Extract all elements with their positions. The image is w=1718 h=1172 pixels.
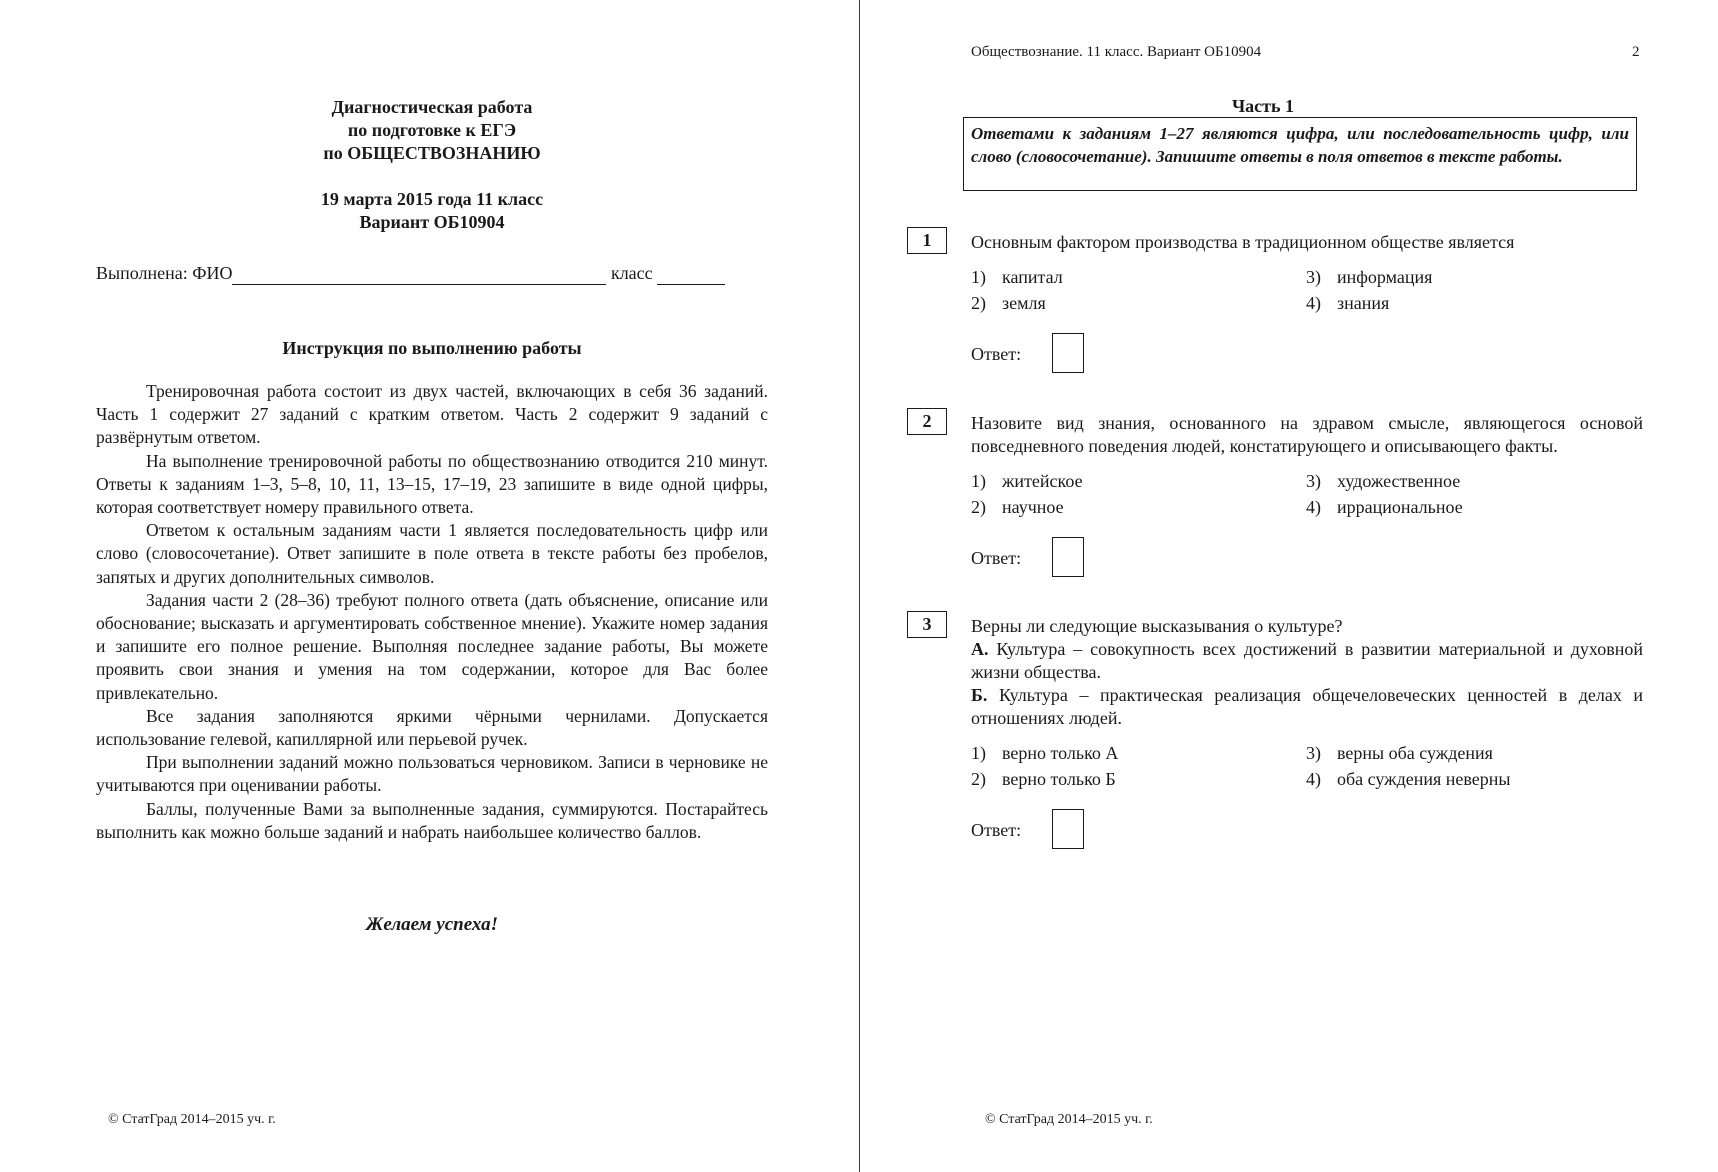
option-number: 4) — [1306, 293, 1321, 313]
copyright-left: © СтатГрад 2014–2015 уч. г. — [108, 1112, 276, 1127]
option-number: 1) — [971, 471, 986, 491]
answer-label: Ответ: — [971, 548, 1022, 568]
option-text: знания — [1337, 293, 1390, 313]
instruction-paragraph: На выполнение тренировочной работы по обществознанию отводится 210 минут. Ответы к заданиям 1–3, 5–8, 10, 11, 13–15, 17–19, 23 запишите в виде одной цифры, которая соответствует номеру правильного ответа. — [96, 450, 768, 518]
page-divider — [859, 0, 860, 1172]
option-1 — [971, 742, 1118, 765]
option-2 — [971, 496, 1064, 519]
option-number: 4) — [1306, 497, 1321, 517]
running-header: Обществознание. 11 класс. Вариант ОБ10904 — [971, 44, 1262, 60]
fio-blank[interactable] — [232, 267, 606, 285]
task-question-block — [971, 615, 1643, 730]
option-2 — [971, 768, 1116, 791]
instruction-paragraph: Задания части 2 (28–36) требуют полного ответа (дать объяснение, описание или обоснование; высказать и аргументировать собственное мнение). Укажите номер задания и запишите его полное решение. Выполняя последнее задание работы, Вы можете проявить свои знания и умения на том содержании, которое для Вас более привлекательно. — [96, 589, 768, 703]
title-line: по подготовке к ЕГЭ — [347, 120, 517, 140]
option-number: 4) — [1306, 769, 1321, 789]
title-line: Диагностическая работа — [331, 97, 533, 117]
task-question: Основным фактором производства в традиционном обществе является — [971, 232, 1515, 252]
statement-b-text: Культура – практическая реализация общечеловеческих ценностей в делах и отношениях людей. — [971, 685, 1643, 728]
option-text: верны оба суждения — [1337, 743, 1493, 763]
option-text: оба суждения неверны — [1337, 769, 1511, 789]
answer-box[interactable] — [1052, 809, 1084, 849]
statement-a — [971, 638, 1643, 684]
statement-b — [971, 684, 1643, 730]
option-1 — [971, 470, 1083, 493]
option-number: 3) — [1306, 743, 1321, 763]
answer-label: Ответ: — [971, 820, 1022, 840]
task-question: Верны ли следующие высказывания о культуре? — [971, 616, 1343, 636]
document-title — [96, 96, 768, 165]
statement-a-text: Культура – совокупность всех достижений в развитии материальной и духовной жизни общества. — [971, 639, 1643, 682]
option-number: 2) — [971, 769, 986, 789]
part-instruction-box: Ответами к заданиям 1–27 являются цифра, или последовательность цифр, или слово (словосочетание). Запишите ответы в поля ответов в тексте работы. — [963, 117, 1637, 191]
option-text: верно только А — [1002, 743, 1119, 763]
option-text: художественное — [1337, 471, 1461, 491]
option-3 — [1306, 742, 1493, 765]
task-number-box: 1 — [907, 227, 947, 254]
class-blank[interactable] — [657, 267, 725, 285]
answer-label: Ответ: — [971, 344, 1022, 364]
instruction-paragraph: Ответом к остальным заданиям части 1 является последовательность цифр или слово (словосочетание). Ответ запишите в поле ответа в тексте работы без пробелов, запятых и других дополнительных символов. — [96, 520, 768, 587]
option-text: информация — [1337, 267, 1433, 287]
statement-a-label: А. — [971, 639, 989, 659]
option-number: 1) — [971, 743, 986, 763]
option-4 — [1306, 292, 1389, 315]
instruction-paragraph: При выполнении заданий можно пользоваться черновиком. Записи в черновике не учитываются при оценивании работы. — [96, 752, 768, 796]
option-number: 2) — [971, 497, 986, 517]
task-number-box: 3 — [907, 611, 947, 638]
option-text: научное — [1002, 497, 1064, 517]
task-question: Назовите вид знания, основанного на здравом смысле, являющегося основой повседневного поведения людей, констатирующего и описывающего факты. — [971, 413, 1643, 456]
answer-box[interactable] — [1052, 333, 1084, 373]
instruction-paragraph: Баллы, полученные Вами за выполненные задания, суммируются. Постарайтесь выполнить как можно больше заданий и набрать наибольшее количество баллов. — [96, 798, 768, 842]
option-text: земля — [1002, 293, 1046, 313]
option-number: 3) — [1306, 267, 1321, 287]
option-4 — [1306, 768, 1511, 791]
fio-line — [96, 262, 768, 285]
instruction-paragraph: Тренировочная работа состоит из двух частей, включающих в себя 36 заданий. Часть 1 содержит 27 заданий с кратким ответом. Часть 2 содержит 9 заданий с развёрнутым ответом. — [96, 381, 768, 448]
instruction-paragraph: Все задания заполняются яркими чёрными чернилами. Допускается использование гелевой, капиллярной или перьевой ручек. — [96, 705, 768, 750]
option-number: 2) — [971, 293, 986, 313]
option-text: иррациональное — [1337, 497, 1463, 517]
option-4 — [1306, 496, 1463, 519]
option-number: 1) — [971, 267, 986, 287]
copyright-right: © СтатГрад 2014–2015 уч. г. — [985, 1112, 1153, 1127]
option-text: верно только Б — [1002, 769, 1116, 789]
option-text: капитал — [1002, 267, 1063, 287]
option-text: житейское — [1002, 471, 1083, 491]
option-1 — [971, 266, 1063, 289]
instructions-heading: Инструкция по выполнению работы — [282, 338, 582, 358]
variant-line: Вариант ОБ10904 — [359, 212, 505, 232]
option-3 — [1306, 470, 1460, 493]
date-variant-block — [96, 188, 768, 234]
class-label: класс — [610, 263, 653, 283]
option-3 — [1306, 266, 1432, 289]
statement-b-label: Б. — [971, 685, 988, 705]
fio-label: Выполнена: ФИО — [96, 263, 233, 283]
option-2 — [971, 292, 1046, 315]
page-number: 2 — [1632, 44, 1640, 60]
task-number-box: 2 — [907, 408, 947, 435]
option-number: 3) — [1306, 471, 1321, 491]
instructions-body — [96, 380, 768, 844]
answer-box[interactable] — [1052, 537, 1084, 577]
title-line: по ОБЩЕСТВОЗНАНИЮ — [323, 143, 541, 163]
date-line: 19 марта 2015 года 11 класс — [320, 189, 544, 209]
part-title: Часть 1 — [1231, 96, 1295, 116]
wish-text: Желаем успеха! — [365, 914, 499, 935]
